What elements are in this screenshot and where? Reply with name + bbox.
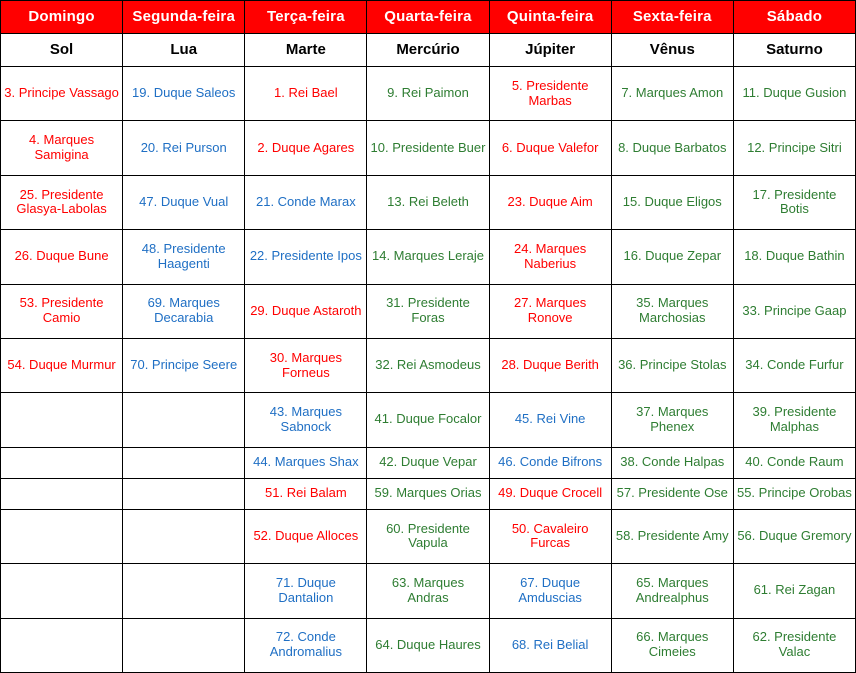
demon-cell: 69. Marques Decarabia — [123, 284, 245, 338]
demon-cell: 32. Rei Asmodeus — [367, 338, 489, 392]
demon-cell: 38. Conde Halpas — [611, 447, 733, 478]
demon-cell: 12. Principe Sitri — [733, 121, 855, 175]
demon-cell: 70. Principe Seere — [123, 338, 245, 392]
planet-cell-mercurio: Mercúrio — [367, 34, 489, 67]
demon-cell: 41. Duque Focalor — [367, 393, 489, 447]
demon-cell: 65. Marques Andrealphus — [611, 564, 733, 618]
table-row — [1, 338, 856, 392]
empty-cell — [1, 509, 123, 563]
planet-row — [1, 34, 856, 67]
table-row — [1, 393, 856, 447]
demon-cell: 9. Rei Paimon — [367, 67, 489, 121]
empty-cell — [123, 618, 245, 672]
empty-cell — [1, 393, 123, 447]
demon-cell: 51. Rei Balam — [245, 478, 367, 509]
demon-cell: 30. Marques Forneus — [245, 338, 367, 392]
demon-cell: 57. Presidente Ose — [611, 478, 733, 509]
header-cell-quinta-feira: Quinta-feira — [489, 1, 611, 34]
demon-cell: 48. Presidente Haagenti — [123, 230, 245, 284]
planet-cell-sol: Sol — [1, 34, 123, 67]
demon-cell: 20. Rei Purson — [123, 121, 245, 175]
demon-cell: 67. Duque Amduscias — [489, 564, 611, 618]
demon-cell: 56. Duque Gremory — [733, 509, 855, 563]
table-row — [1, 564, 856, 618]
demon-cell: 42. Duque Vepar — [367, 447, 489, 478]
empty-cell — [123, 447, 245, 478]
demon-cell: 8. Duque Barbatos — [611, 121, 733, 175]
demon-cell: 47. Duque Vual — [123, 175, 245, 229]
demon-cell: 62. Presidente Valac — [733, 618, 855, 672]
demon-cell: 1. Rei Bael — [245, 67, 367, 121]
demon-cell: 61. Rei Zagan — [733, 564, 855, 618]
demon-cell: 21. Conde Marax — [245, 175, 367, 229]
demon-cell: 15. Duque Eligos — [611, 175, 733, 229]
demon-cell: 5. Presidente Marbas — [489, 67, 611, 121]
demon-cell: 11. Duque Gusion — [733, 67, 855, 121]
table-row — [1, 67, 856, 121]
table-row — [1, 509, 856, 563]
header-cell-sexta-feira: Sexta-feira — [611, 1, 733, 34]
empty-cell — [123, 393, 245, 447]
demon-cell: 22. Presidente Ipos — [245, 230, 367, 284]
table-row — [1, 447, 856, 478]
demon-cell: 40. Conde Raum — [733, 447, 855, 478]
planet-cell-saturno: Saturno — [733, 34, 855, 67]
planet-cell-venus: Vênus — [611, 34, 733, 67]
empty-cell — [1, 447, 123, 478]
demon-cell: 29. Duque Astaroth — [245, 284, 367, 338]
empty-cell — [1, 478, 123, 509]
demon-cell: 35. Marques Marchosias — [611, 284, 733, 338]
demon-cell: 68. Rei Belial — [489, 618, 611, 672]
demon-cell: 33. Principe Gaap — [733, 284, 855, 338]
demon-cell: 25. Presidente Glasya-Labolas — [1, 175, 123, 229]
demon-cell: 64. Duque Haures — [367, 618, 489, 672]
demon-cell: 27. Marques Ronove — [489, 284, 611, 338]
demon-cell: 16. Duque Zepar — [611, 230, 733, 284]
demon-cell: 39. Presidente Malphas — [733, 393, 855, 447]
demon-cell: 72. Conde Andromalius — [245, 618, 367, 672]
demon-cell: 59. Marques Orias — [367, 478, 489, 509]
demon-cell: 18. Duque Bathin — [733, 230, 855, 284]
demon-cell: 26. Duque Bune — [1, 230, 123, 284]
demon-cell: 36. Principe Stolas — [611, 338, 733, 392]
demon-cell: 7. Marques Amon — [611, 67, 733, 121]
demon-cell: 37. Marques Phenex — [611, 393, 733, 447]
demon-cell: 44. Marques Shax — [245, 447, 367, 478]
demon-cell: 58. Presidente Amy — [611, 509, 733, 563]
header-cell-terca-feira: Terça-feira — [245, 1, 367, 34]
header-cell-domingo: Domingo — [1, 1, 123, 34]
table-body — [1, 34, 856, 673]
demon-cell: 55. Principe Orobas — [733, 478, 855, 509]
demon-cell: 54. Duque Murmur — [1, 338, 123, 392]
table-row — [1, 121, 856, 175]
demon-cell: 45. Rei Vine — [489, 393, 611, 447]
demon-cell: 63. Marques Andras — [367, 564, 489, 618]
table-row — [1, 230, 856, 284]
demon-cell: 10. Presidente Buer — [367, 121, 489, 175]
demon-cell: 2. Duque Agares — [245, 121, 367, 175]
empty-cell — [1, 564, 123, 618]
planet-cell-lua: Lua — [123, 34, 245, 67]
demon-cell: 31. Presidente Foras — [367, 284, 489, 338]
demon-cell: 28. Duque Berith — [489, 338, 611, 392]
demon-cell: 14. Marques Leraje — [367, 230, 489, 284]
demon-cell: 17. Presidente Botis — [733, 175, 855, 229]
empty-cell — [1, 618, 123, 672]
header-cell-quarta-feira: Quarta-feira — [367, 1, 489, 34]
table-row — [1, 478, 856, 509]
demon-cell: 24. Marques Naberius — [489, 230, 611, 284]
demon-cell: 23. Duque Aim — [489, 175, 611, 229]
demon-cell: 19. Duque Saleos — [123, 67, 245, 121]
demon-cell: 43. Marques Sabnock — [245, 393, 367, 447]
demon-cell: 34. Conde Furfur — [733, 338, 855, 392]
demon-cell: 6. Duque Valefor — [489, 121, 611, 175]
demon-cell: 4. Marques Samigina — [1, 121, 123, 175]
empty-cell — [123, 478, 245, 509]
demon-cell: 71. Duque Dantalion — [245, 564, 367, 618]
demon-cell: 50. Cavaleiro Furcas — [489, 509, 611, 563]
demon-cell: 46. Conde Bifrons — [489, 447, 611, 478]
empty-cell — [123, 564, 245, 618]
planet-cell-jupiter: Júpiter — [489, 34, 611, 67]
demon-cell: 53. Presidente Camio — [1, 284, 123, 338]
demon-cell: 3. Principe Vassago — [1, 67, 123, 121]
demon-cell: 49. Duque Crocell — [489, 478, 611, 509]
demon-cell: 60. Presidente Vapula — [367, 509, 489, 563]
table-row — [1, 284, 856, 338]
header-cell-segunda-feira: Segunda-feira — [123, 1, 245, 34]
table-row — [1, 175, 856, 229]
demon-cell: 52. Duque Alloces — [245, 509, 367, 563]
planet-cell-marte: Marte — [245, 34, 367, 67]
table-row — [1, 618, 856, 672]
header-cell-sabado: Sábado — [733, 1, 855, 34]
empty-cell — [123, 509, 245, 563]
demon-cell: 13. Rei Beleth — [367, 175, 489, 229]
weekday-header-row — [1, 1, 856, 34]
demon-cell: 66. Marques Cimeies — [611, 618, 733, 672]
